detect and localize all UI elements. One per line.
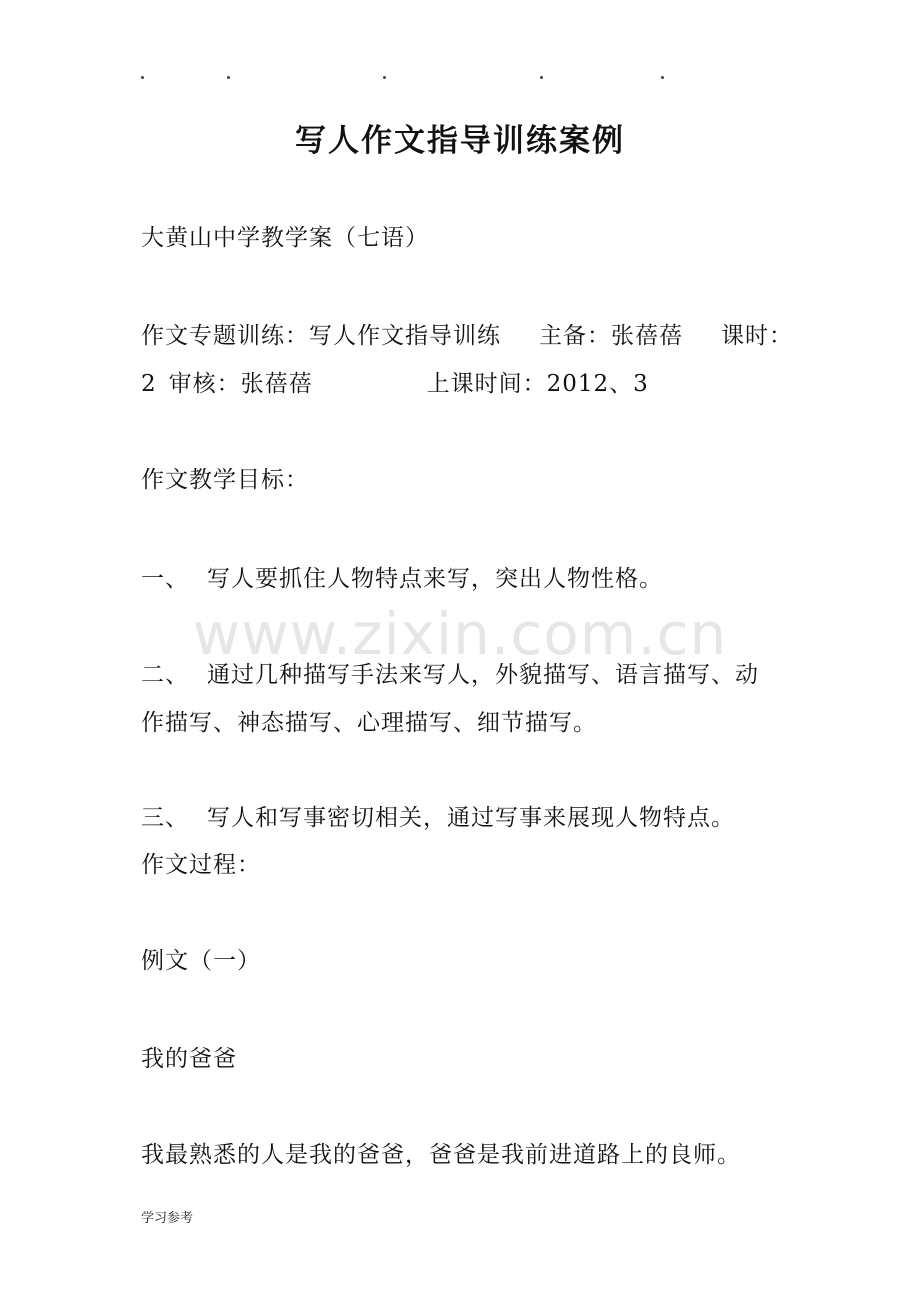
meta-line-2 bbox=[141, 365, 649, 398]
process-heading: 作文过程： bbox=[141, 852, 261, 878]
class-date-text: 上课时间：2012、3 bbox=[426, 371, 649, 397]
header-dot bbox=[661, 76, 664, 79]
goal-text: 写人要抓住人物特点来写，突出人物性格。 bbox=[207, 566, 663, 592]
meta-line-1 bbox=[141, 317, 793, 350]
reviewer-text: 审核：张蓓蓓 bbox=[168, 371, 313, 397]
goal-number: 三、 bbox=[141, 805, 189, 831]
goal-item-continuation: 作描写、神态描写、心理描写、细节描写。 bbox=[141, 710, 597, 736]
goals-heading: 作文教学目标： bbox=[141, 467, 309, 493]
header-dot bbox=[383, 76, 386, 79]
goal-text: 通过几种描写手法来写人，外貌描写、语言描写、动 bbox=[207, 662, 759, 688]
period-value: 2 bbox=[141, 371, 157, 397]
essay-title: 我的爸爸 bbox=[141, 1046, 237, 1072]
topic-text: 作文专题训练：写人作文指导训练 bbox=[141, 323, 501, 349]
header-dot bbox=[227, 76, 230, 79]
header-dot bbox=[141, 76, 144, 79]
page-footer: 学习参考 bbox=[141, 1211, 194, 1226]
essay-paragraph: 我最熟悉的人是我的爸爸，爸爸是我前进道路上的良师。 bbox=[141, 1142, 741, 1168]
period-label: 课时： bbox=[721, 323, 793, 349]
goal-number: 一、 bbox=[141, 566, 189, 592]
example-label: 例文（一） bbox=[141, 948, 261, 974]
watermark: www.zixin.com.cn bbox=[192, 600, 728, 668]
goal-item bbox=[141, 560, 663, 593]
goal-text: 写人和写事密切相关，通过写事来展现人物特点。 bbox=[207, 805, 735, 831]
goal-item bbox=[141, 799, 735, 832]
school-line: 大黄山中学教学案（七语） bbox=[141, 225, 429, 251]
header-dot bbox=[540, 76, 543, 79]
preparer-text: 主备：张蓓蓓 bbox=[539, 323, 683, 349]
document-title: 写人作文指导训练案例 bbox=[295, 123, 625, 159]
goal-number: 二、 bbox=[141, 662, 189, 688]
